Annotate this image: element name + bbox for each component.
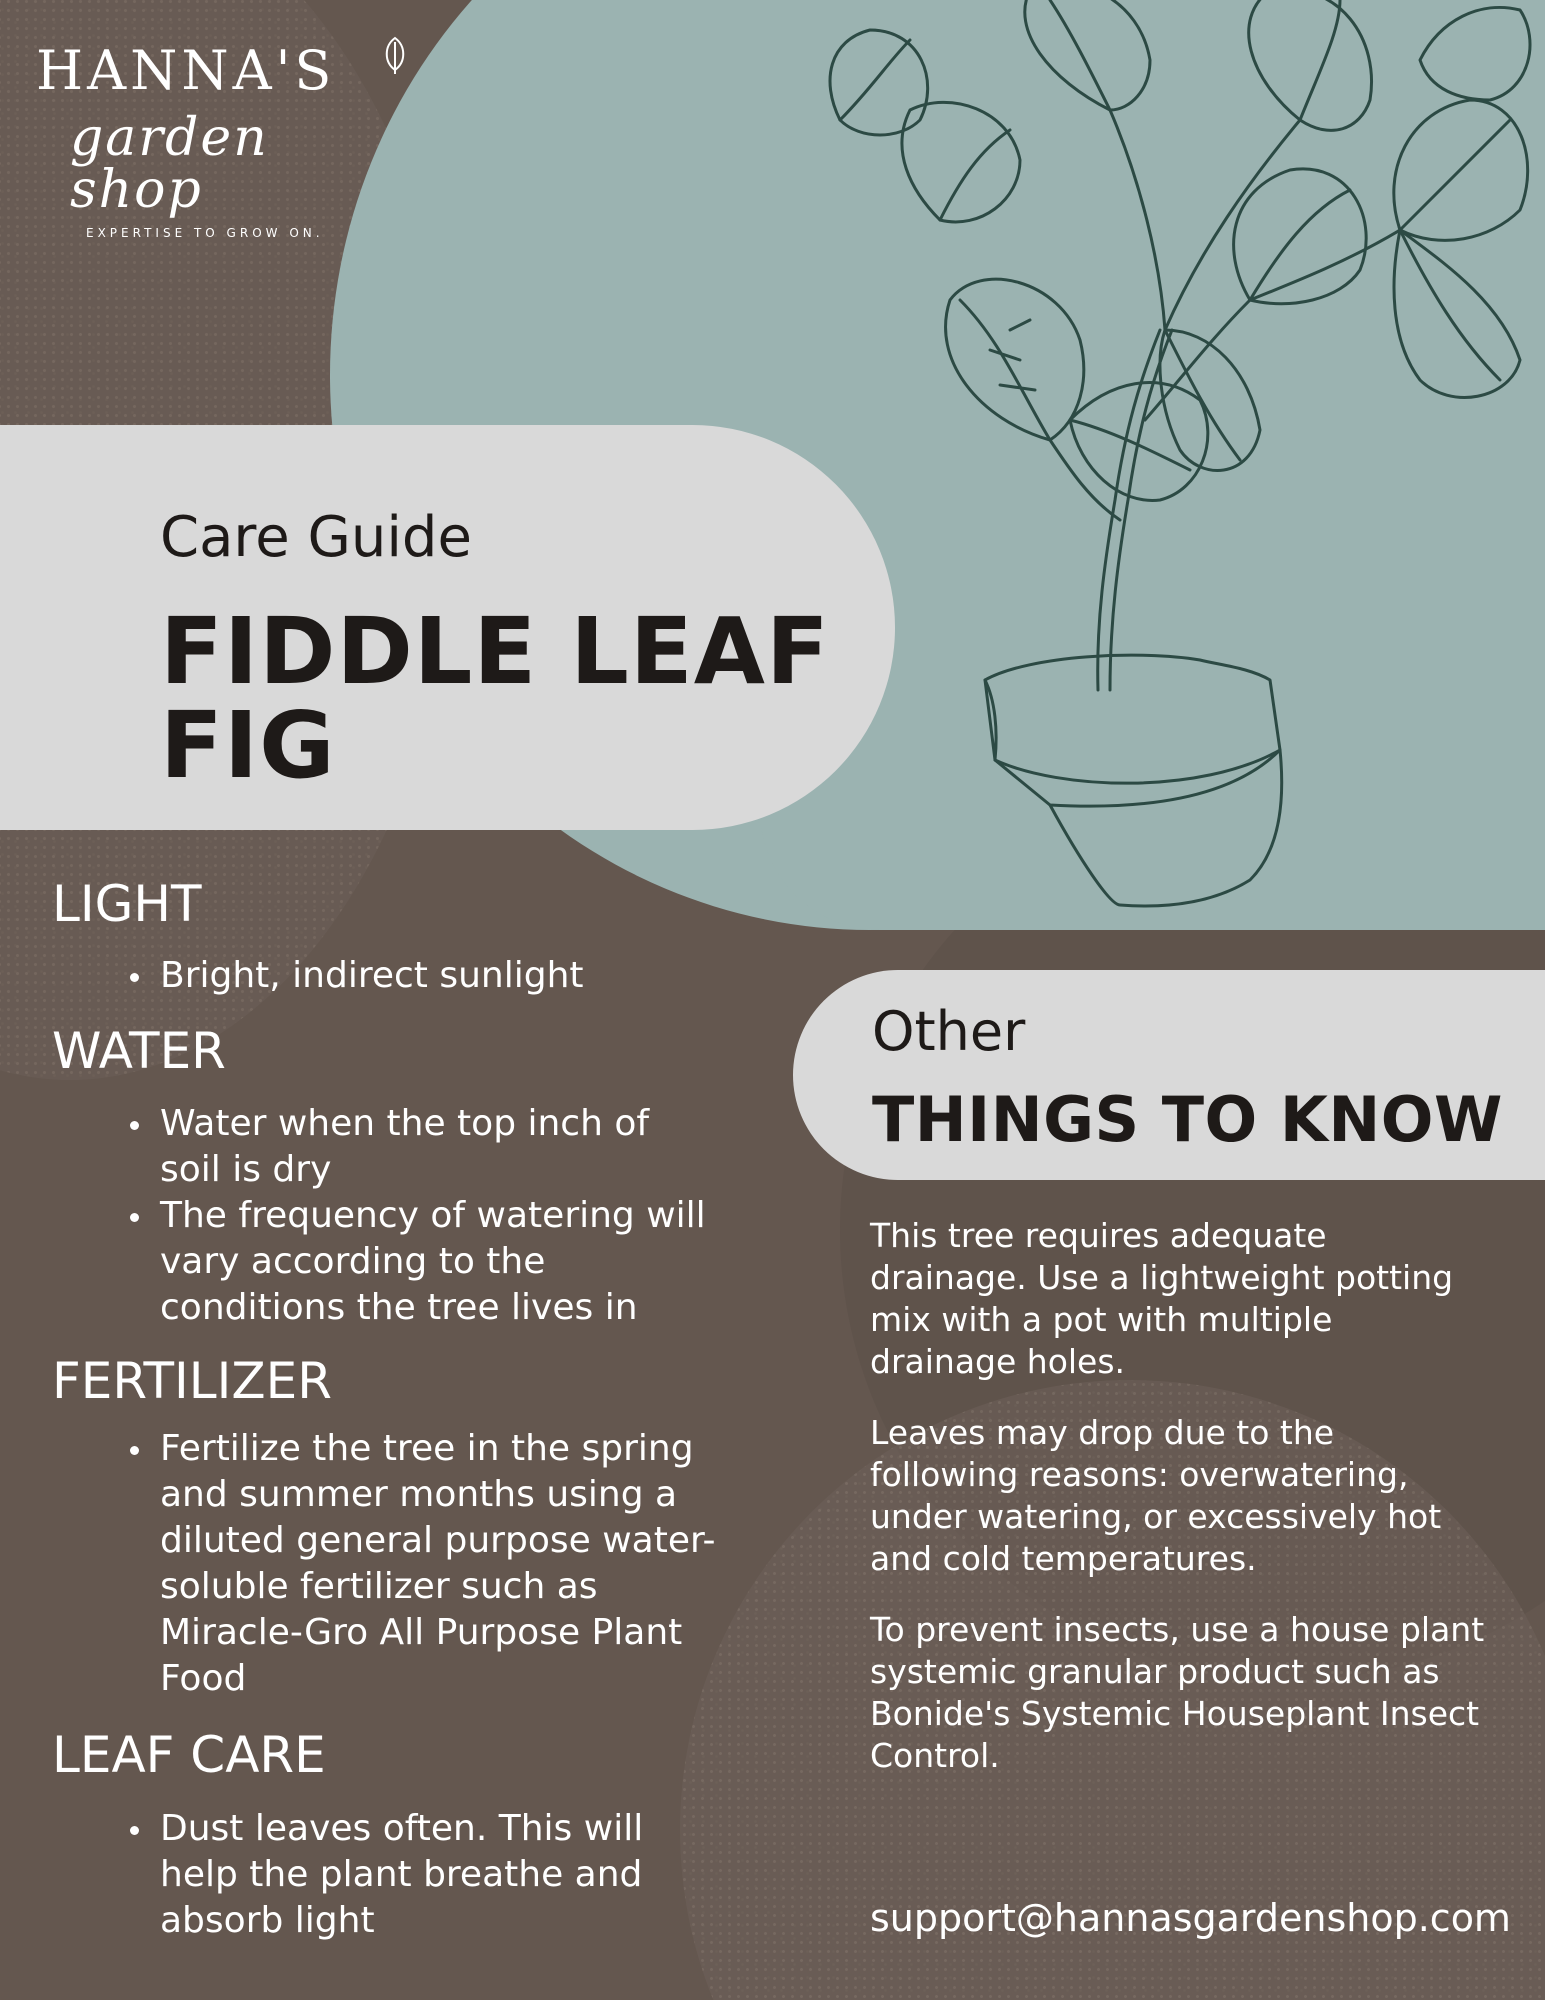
list-item: The frequency of watering will vary according to the conditions the tree lives in	[160, 1193, 720, 1331]
title-eyebrow: Care Guide	[160, 505, 472, 570]
water-bullet-list	[118, 1101, 720, 1331]
light-bullet-list	[118, 953, 760, 999]
section-heading-water: WATER	[52, 1022, 226, 1080]
brand-logo	[36, 39, 416, 240]
list-item: Water when the top inch of soil is dry	[160, 1101, 720, 1193]
logo-name: HANNA'S	[36, 39, 336, 102]
other-eyebrow: Other	[872, 1000, 1026, 1063]
leaf-care-bullet-list	[118, 1806, 680, 1944]
section-heading-leaf-care: LEAF CARE	[52, 1726, 326, 1784]
info-paragraph-insects: To prevent insects, use a house plant systemic granular product such as Bonide's Systemic Houseplant Insect Control.	[870, 1610, 1485, 1775]
section-heading-light: LIGHT	[52, 875, 202, 933]
section-heading-fertilizer: FERTILIZER	[52, 1352, 332, 1410]
page-title-line-2: FIG	[160, 692, 336, 799]
list-item: Fertilize the tree in the spring and summer months using a diluted general purpose water-soluble fertilizer such as Miracle-Gro All Purpose Plant Food	[160, 1426, 720, 1702]
info-paragraph-leaf-drop: Leaves may drop due to the following reasons: overwatering, under watering, or excessively hot and cold temperatures.	[870, 1413, 1442, 1578]
leaf-icon	[380, 36, 410, 76]
logo-tagline: EXPERTISE TO GROW ON.	[86, 226, 324, 240]
list-item: Bright, indirect sunlight	[160, 953, 760, 999]
plant-illustration	[780, 0, 1545, 930]
page-title-line-1: FIDDLE LEAF	[160, 598, 830, 705]
logo-script: garden shop	[70, 108, 269, 220]
list-item: Dust leaves often. This will help the plant breathe and absorb light	[160, 1806, 680, 1944]
other-title: THINGS TO KNOW	[872, 1083, 1503, 1156]
info-paragraph-drainage: This tree requires adequate drainage. Use a lightweight potting mix with a pot with multiple drainage holes.	[870, 1216, 1454, 1381]
fertilizer-bullet-list	[118, 1426, 720, 1702]
contact-email[interactable]: support@hannasgardenshop.com	[870, 1896, 1511, 1940]
page-title	[160, 598, 860, 799]
